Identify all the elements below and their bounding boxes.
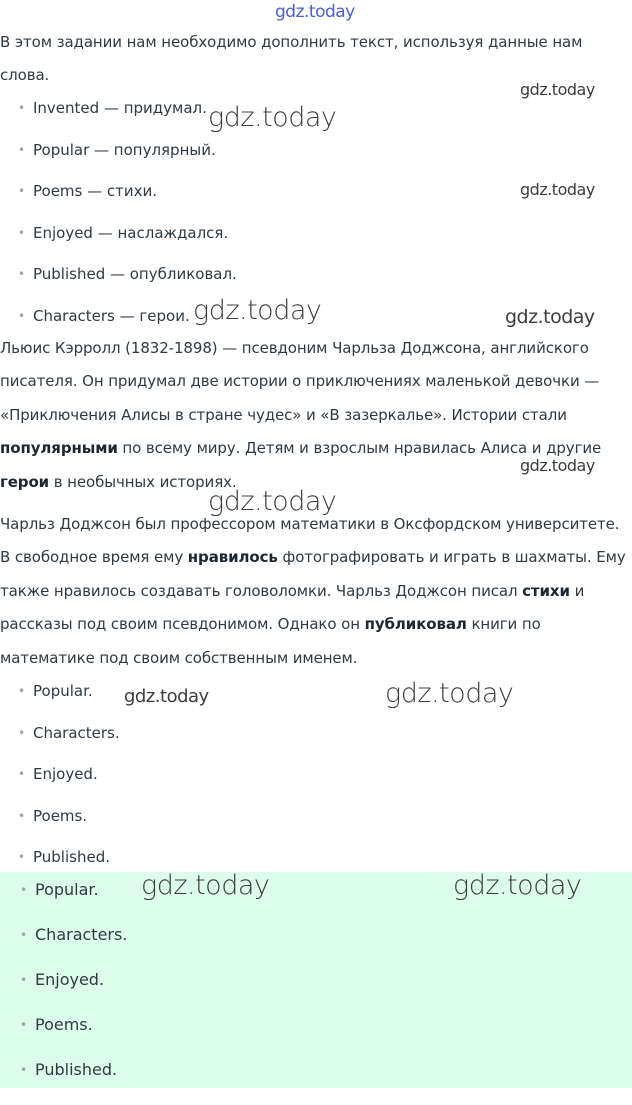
- bullet-icon: •: [18, 225, 26, 240]
- bullet-icon: •: [18, 142, 26, 157]
- bullet-icon: •: [18, 101, 26, 115]
- answers-list: [0, 682, 120, 890]
- watermark: gdz.today: [520, 180, 595, 199]
- bullet-icon: •: [18, 684, 26, 698]
- list-item: • Published.: [20, 1060, 118, 1079]
- bullet-icon: •: [20, 928, 28, 942]
- list-item: • Poems.: [20, 1015, 93, 1034]
- bullet-icon: •: [20, 1063, 28, 1077]
- list-item: • Popular.: [18, 682, 93, 700]
- list-item: • Characters — герои.: [18, 306, 190, 325]
- list-item: • Invented — придумал.: [18, 99, 207, 117]
- bullet-icon: •: [18, 850, 26, 865]
- list-item: • Characters.: [18, 723, 120, 742]
- intro-line: слова.: [0, 66, 50, 85]
- watermark: gdz.today: [520, 80, 595, 99]
- filled-word: популярными: [0, 439, 118, 458]
- watermark: gdz.today: [193, 295, 322, 326]
- watermark: gdz.today: [520, 456, 595, 475]
- bullet-icon: •: [18, 308, 26, 323]
- bullet-icon: •: [18, 725, 26, 740]
- list-item: • Poems — стихи.: [18, 182, 158, 201]
- filled-word: герои: [0, 472, 50, 491]
- watermark: gdz.today: [505, 306, 595, 328]
- watermark: gdz.today: [385, 678, 514, 709]
- highlighted-answers-list: [0, 880, 127, 1105]
- filled-word: публиковал: [364, 615, 467, 634]
- list-item: • Published.: [18, 848, 110, 867]
- list-item: • Poems.: [18, 806, 88, 825]
- watermark: gdz.today: [453, 870, 582, 901]
- list-item: • Enjoyed.: [20, 970, 105, 989]
- bullet-icon: •: [20, 883, 28, 897]
- list-item: • Popular — популярный.: [18, 140, 216, 159]
- intro-line: В этом задании нам необходимо дополнить текст, используя данные нам: [0, 33, 583, 51]
- site-logo[interactable]: gdz.today: [275, 2, 355, 22]
- filled-word: стихи: [522, 581, 570, 600]
- watermark: gdz.today: [141, 870, 270, 901]
- watermark: gdz.today: [208, 102, 337, 133]
- text-paragraph-1: Льюис Кэрролл (1832-1898) — псевдоним Чарльза Доджсона, английского писателя. Он придумал две истории о приключениях маленькой девочки — «Приключения Алисы в стране чудес» и «В зазеркалье». Истории стали популярными по всему миру. Детям и взрослым нравилась Алиса и другие герои в необычных историях.: [0, 339, 602, 491]
- list-item: • Enjoyed — наслаждался.: [18, 223, 229, 242]
- text-paragraph-2: Чарльз Доджсон был профессором математики в Оксфордском университете. В свободное время ему нравилось фотографировать и играть в шахматы. Ему также нравилось создавать головоломки. Чарльз Доджсон писал стихи и рассказы под своим псевдонимом. Однако он публиковал книги по математике под своим собственным именем.: [0, 515, 626, 667]
- watermark: gdz.today: [208, 486, 337, 517]
- bullet-icon: •: [18, 767, 26, 782]
- filled-word: нравилось: [187, 548, 278, 567]
- bullet-icon: •: [18, 808, 26, 823]
- watermark: gdz.today: [124, 686, 209, 707]
- bullet-icon: •: [18, 267, 26, 282]
- list-item: • Enjoyed.: [18, 765, 98, 784]
- bullet-icon: •: [18, 184, 26, 199]
- list-item: • Popular.: [20, 880, 99, 899]
- bullet-icon: •: [20, 973, 28, 987]
- list-item: • Characters.: [20, 925, 128, 944]
- bullet-icon: •: [20, 1018, 28, 1032]
- list-item: • Published — опубликовал.: [18, 265, 237, 284]
